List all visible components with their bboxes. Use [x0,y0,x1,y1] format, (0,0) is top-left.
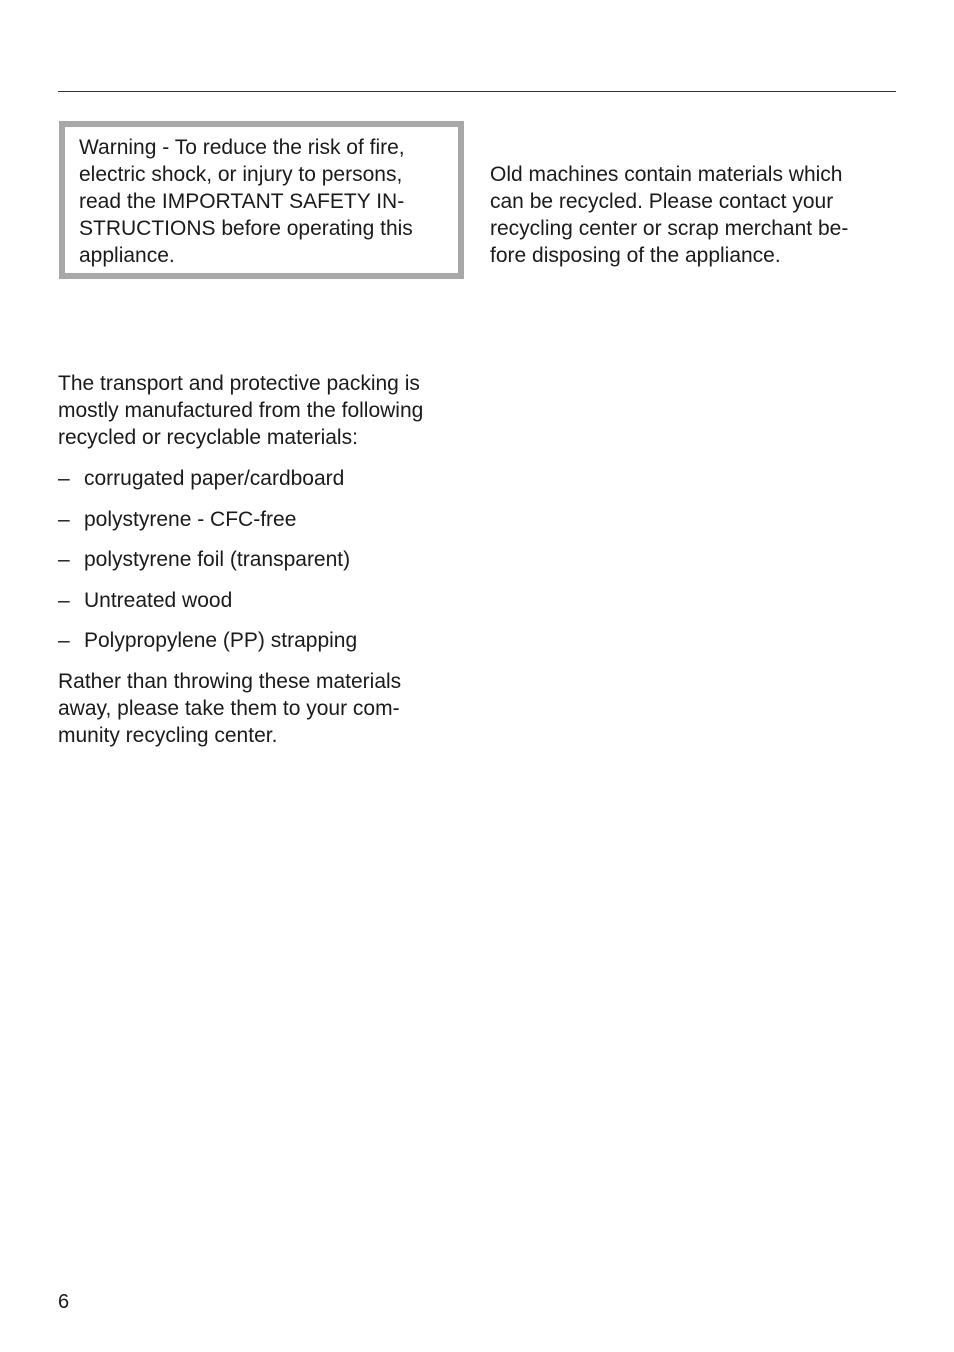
disposal-section [490,161,900,269]
list-item [58,627,468,668]
list-item [58,465,468,506]
packing-section-outro [58,668,468,749]
list-item [58,546,468,587]
list-bullet: – [58,588,70,612]
list-item-text: polystyrene - CFC-free [84,507,297,531]
header-rule [58,91,896,92]
page-number: 6 [58,1291,70,1313]
list-bullet: – [58,467,70,490]
list-item-text: corrugated paper/cardboard [84,467,345,490]
old-machines-paragraph: Old machines contain materials which can be recycled. Please contact your recycling center or scrap merchant be- fore disposing of the appliance. [490,163,849,267]
list-bullet: – [58,629,70,652]
warning-text: Warning - To reduce the risk of fire, electric shock, or injury to persons, read the IMPORTANT SAFETY IN- STRUCTIONS before operating this appliance. [79,136,413,267]
list-bullet: – [58,507,70,531]
list-item-text: Polypropylene (PP) strapping [84,629,358,652]
packing-section-intro [58,370,468,451]
warning-box [59,121,464,279]
list-item-text: Untreated wood [84,588,233,612]
packing-materials-list [58,465,468,668]
list-item [58,506,468,547]
list-item [58,587,468,628]
packing-outro-paragraph: Rather than throwing these materials away, please take them to your com- munity recycling center. [58,670,402,747]
packing-intro-paragraph: The transport and protective packing is mostly manufactured from the following recycled or recyclable materials: [58,372,424,449]
list-item-text: polystyrene foil (transparent) [84,548,351,571]
list-bullet: – [58,548,70,571]
